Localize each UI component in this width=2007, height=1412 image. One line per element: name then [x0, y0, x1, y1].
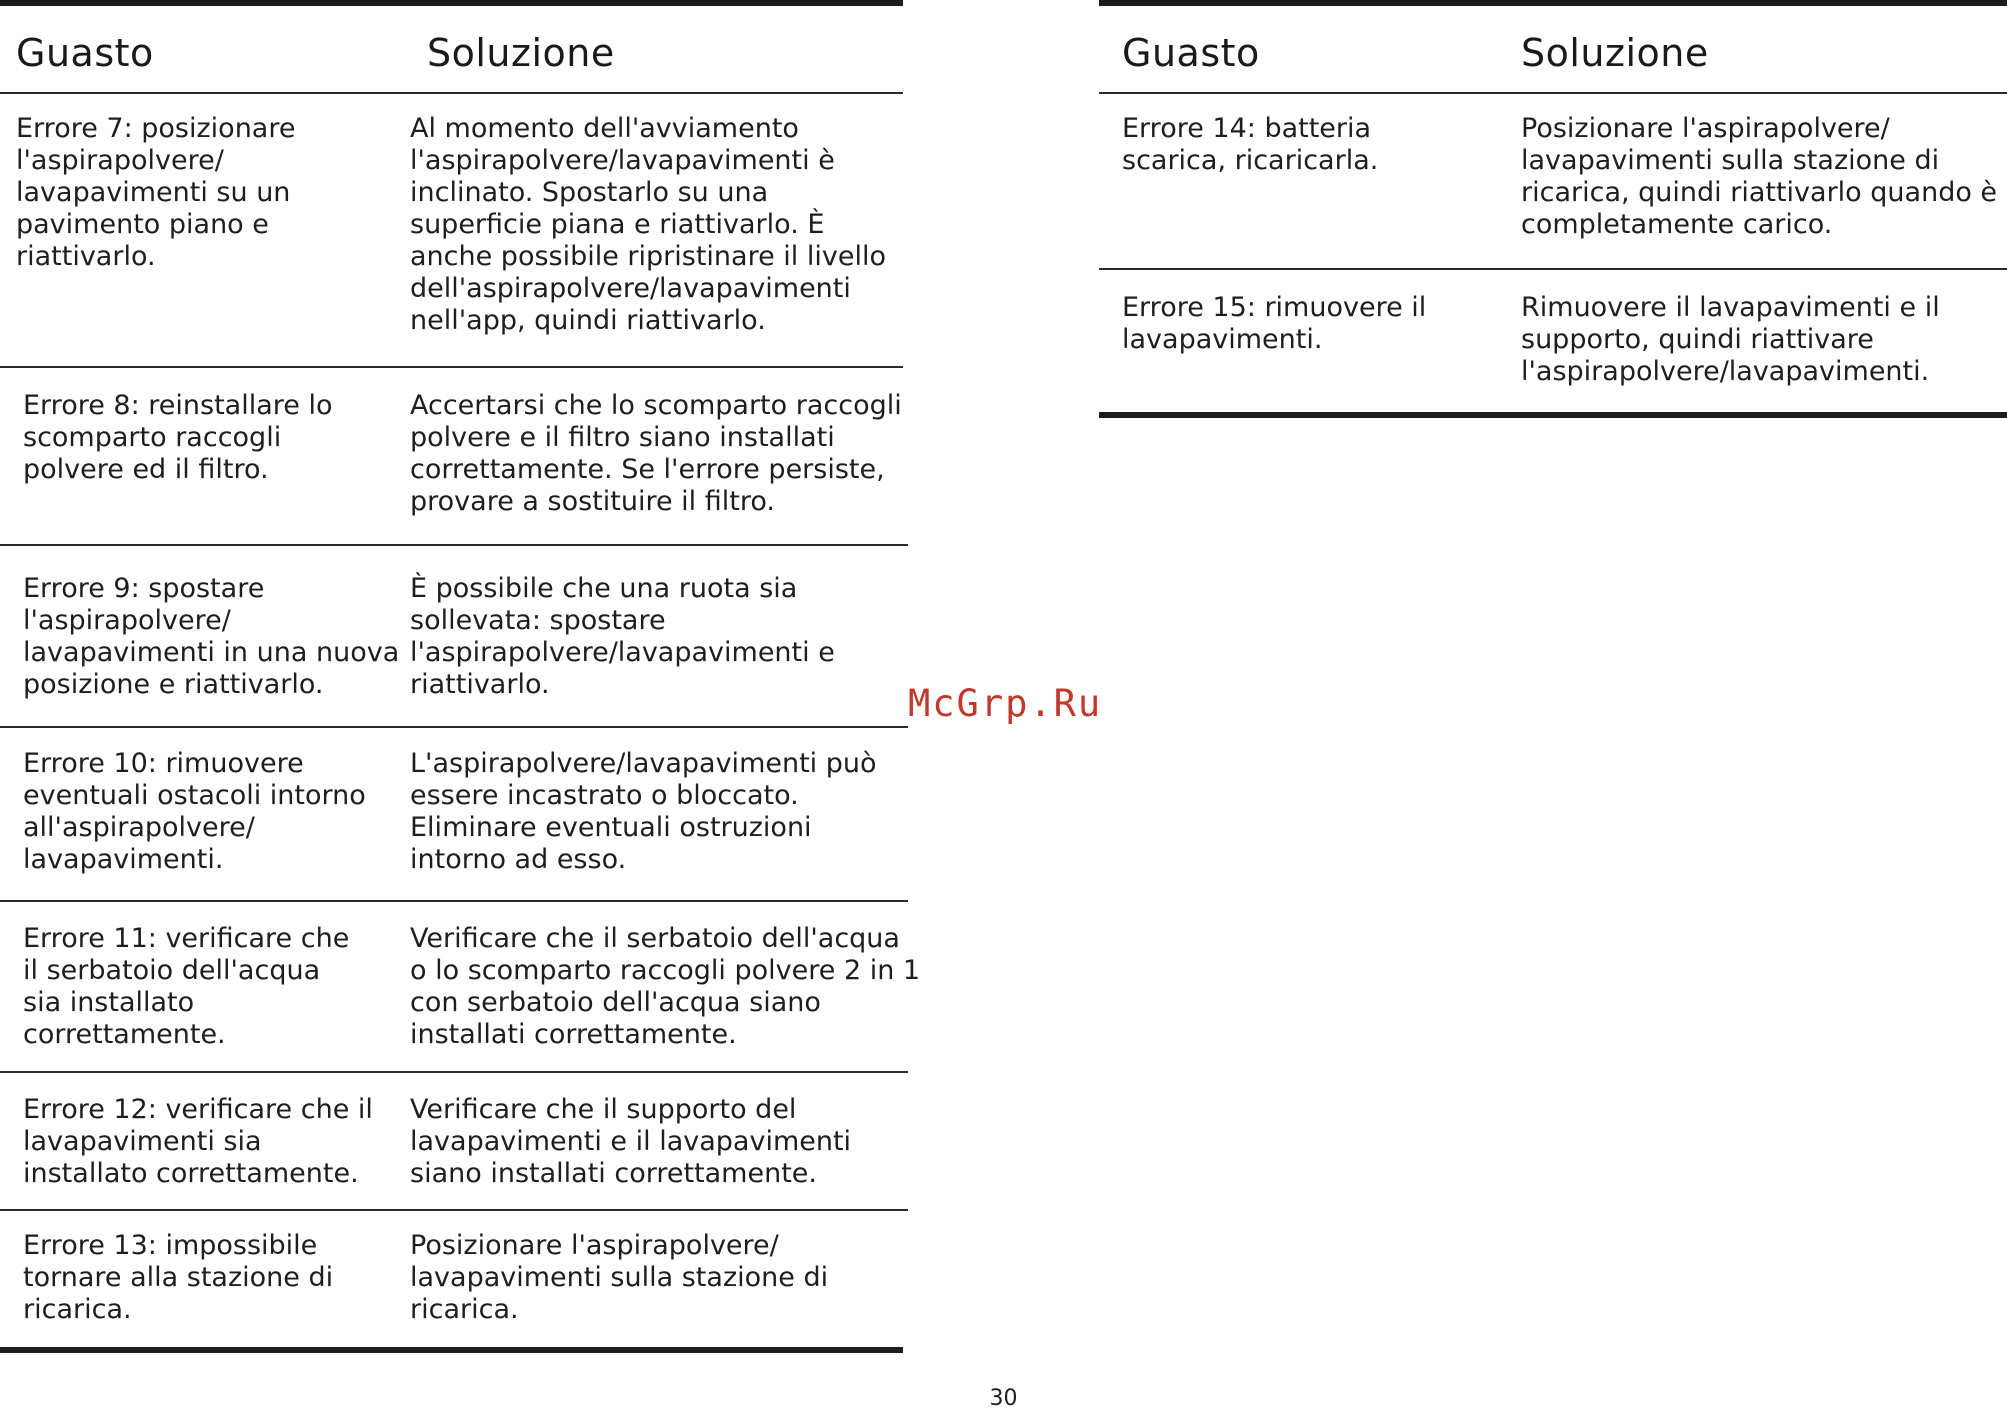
right-row-2-solution: Rimuovere il lavapavimenti e il supporto, quindi riattivare l'aspirapolvere/lavapavimenti. — [1521, 292, 1940, 387]
right-header-solution: Soluzione — [1521, 31, 1709, 75]
watermark: McGrp.Ru — [908, 682, 1103, 725]
left-header-fault: Guasto — [16, 31, 154, 75]
left-row-6-fault: Errore 12: verificare che il lavapavimenti sia installato correttamente. — [23, 1094, 373, 1189]
left-row-6-solution: Verificare che il supporto del lavapavimenti e il lavapavimenti siano installati correttamente. — [410, 1094, 852, 1189]
left-row-5-rule — [0, 1071, 908, 1073]
left-row-7-fault: Errore 13: impossibile tornare alla stazione di ricarica. — [23, 1230, 334, 1325]
right-row-1-fault: Errore 14: batteria scarica, ricaricarla. — [1122, 113, 1379, 176]
right-row-2-fault: Errore 15: rimuovere il lavapavimenti. — [1122, 292, 1427, 355]
right-table-bottom-rule — [1099, 412, 2007, 418]
left-header-rule — [0, 92, 903, 94]
right-table-top-rule — [1099, 0, 2007, 6]
left-row-4-solution: L'aspirapolvere/lavapavimenti può essere incastrato o bloccato. Eliminare eventuali ostruzioni intorno ad esso. — [410, 748, 877, 875]
left-row-5-solution: Verificare che il serbatoio dell'acqua o lo scomparto raccogli polvere 2 in 1 con serbatoio dell'acqua siano installati correttamente. — [410, 923, 921, 1050]
left-row-2-rule — [0, 544, 908, 546]
left-row-1-solution: Al momento dell'avviamento l'aspirapolvere/lavapavimenti è inclinato. Spostarlo su una superficie piana e riattivarlo. È anche possibile ripristinare il livello dell'aspirapolvere/lavapavimenti nell'app, quindi riattivarlo. — [410, 113, 886, 336]
left-row-5-fault: Errore 11: verificare che il serbatoio dell'acqua sia installato correttamente. — [23, 923, 350, 1050]
left-row-1-fault: Errore 7: posizionare l'aspirapolvere/ lavapavimenti su un pavimento piano e riattivarlo. — [16, 113, 296, 272]
left-table-top-rule — [0, 0, 903, 6]
left-row-4-fault: Errore 10: rimuovere eventuali ostacoli intorno all'aspirapolvere/ lavapavimenti. — [23, 748, 366, 875]
left-row-1-rule — [0, 366, 903, 368]
right-row-1-rule — [1099, 268, 2007, 270]
left-row-7-solution: Posizionare l'aspirapolvere/ lavapavimenti sulla stazione di ricarica. — [410, 1230, 829, 1325]
right-header-rule — [1099, 92, 2007, 94]
left-row-2-fault: Errore 8: reinstallare lo scomparto raccogli polvere ed il filtro. — [23, 390, 333, 485]
left-row-6-rule — [0, 1209, 908, 1211]
page-number: 30 — [989, 1386, 1018, 1411]
left-row-3-solution: È possibile che una ruota sia sollevata: spostare l'aspirapolvere/lavapavimenti e riattivarlo. — [410, 573, 835, 700]
left-header-solution: Soluzione — [427, 31, 615, 75]
left-row-3-rule — [0, 726, 908, 728]
left-row-4-rule — [0, 900, 908, 902]
left-table-bottom-rule — [0, 1347, 903, 1353]
right-header-fault: Guasto — [1122, 31, 1260, 75]
left-row-2-solution: Accertarsi che lo scomparto raccogli polvere e il filtro siano installati correttamente. Se l'errore persiste, provare a sostituire il filtro. — [410, 390, 902, 517]
right-row-1-solution: Posizionare l'aspirapolvere/ lavapavimenti sulla stazione di ricarica, quindi riattivarlo quando è completamente carico. — [1521, 113, 1998, 240]
left-row-3-fault: Errore 9: spostare l'aspirapolvere/ lavapavimenti in una nuova posizione e riattivarlo. — [23, 573, 400, 700]
